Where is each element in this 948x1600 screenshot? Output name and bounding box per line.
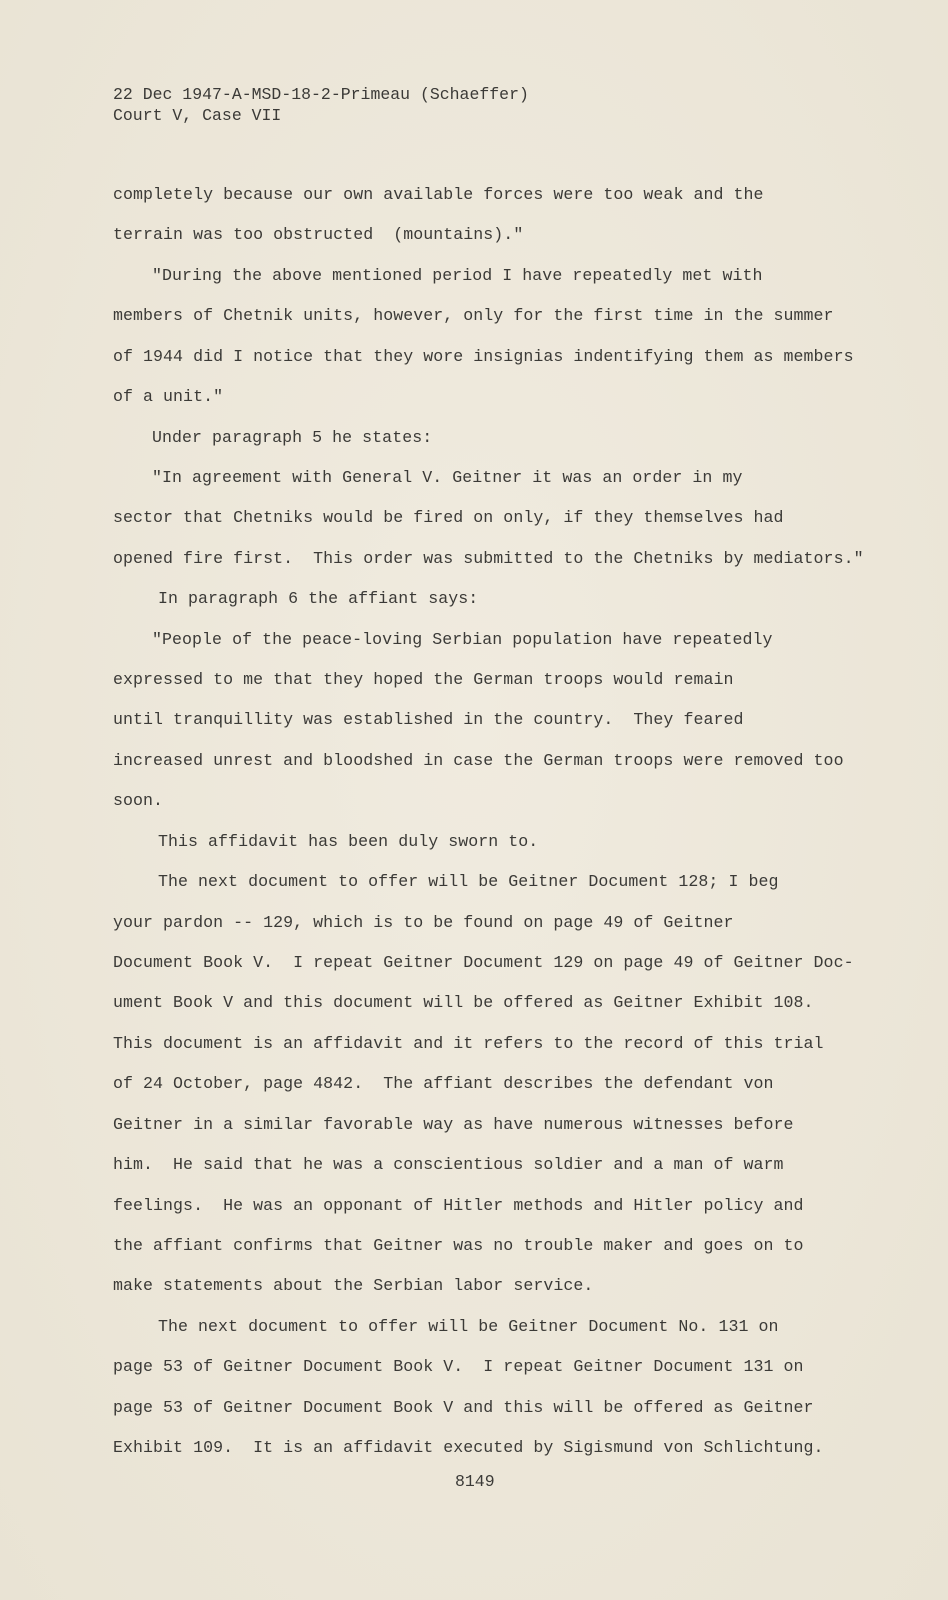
text-line: him. He said that he was a conscientious soldier and a man of warm xyxy=(113,1155,784,1175)
text-line: feelings. He was an opponant of Hitler methods and Hitler policy and xyxy=(113,1195,804,1215)
text-line: completely because our own available forces were too weak and the xyxy=(113,185,764,204)
text-line: The next document to offer will be Geitner Document 128; I beg xyxy=(158,872,779,892)
text-line: Geitner in a similar favorable way as have numerous witnesses before xyxy=(113,1114,794,1134)
text-line: page 53 of Geitner Document Book V and this will be offered as Geitner xyxy=(113,1397,814,1417)
text-line: sector that Chetniks would be fired on only, if they themselves had xyxy=(113,508,784,528)
text-line: "People of the peace-loving Serbian population have repeatedly xyxy=(152,629,773,649)
text-line: of a unit." xyxy=(113,387,224,407)
text-line: Document Book V. I repeat Geitner Document 129 on page 49 of Geitner Doc- xyxy=(113,952,854,972)
text-line: This document is an affidavit and it refers to the record of this trial xyxy=(113,1033,824,1053)
header-line-1: 22 Dec 1947-A-MSD-18-2-Primeau (Schaeffer) xyxy=(113,85,529,104)
text-line: of 24 October, page 4842. The affiant describes the defendant von xyxy=(113,1074,774,1094)
text-line: terrain was too obstructed (mountains)." xyxy=(113,225,524,245)
text-line: ument Book V and this document will be offered as Geitner Exhibit 108. xyxy=(113,993,814,1013)
text-line: until tranquillity was established in the country. They feared xyxy=(113,710,744,730)
header-line-2: Court V, Case VII xyxy=(113,106,282,125)
page-number: 8149 xyxy=(455,1472,495,1491)
text-line: opened fire first. This order was submitted to the Chetniks by mediators." xyxy=(113,548,864,568)
text-line: "During the above mentioned period I have repeatedly met with xyxy=(152,265,763,285)
text-line: In paragraph 6 the affiant says: xyxy=(158,589,479,609)
text-line: the affiant confirms that Geitner was no trouble maker and goes on to xyxy=(113,1235,804,1255)
text-line: The next document to offer will be Geitner Document No. 131 on xyxy=(158,1316,779,1336)
text-line: expressed to me that they hoped the German troops would remain xyxy=(113,670,734,690)
text-line: members of Chetnik units, however, only for the first time in the summer xyxy=(113,306,834,326)
text-line: Exhibit 109. It is an affidavit executed by Sigismund von Schlichtung. xyxy=(113,1438,824,1458)
text-line: of 1944 did I notice that they wore insignias indentifying them as members xyxy=(113,346,854,366)
text-line: Under paragraph 5 he states: xyxy=(152,427,433,447)
text-line: "In agreement with General V. Geitner it was an order in my xyxy=(152,467,743,487)
text-line: soon. xyxy=(113,791,164,811)
text-line: make statements about the Serbian labor service. xyxy=(113,1276,594,1296)
text-line: page 53 of Geitner Document Book V. I repeat Geitner Document 131 on xyxy=(113,1357,804,1377)
text-line: This affidavit has been duly sworn to. xyxy=(158,831,539,851)
text-line: your pardon -- 129, which is to be found on page 49 of Geitner xyxy=(113,912,734,932)
text-line: increased unrest and bloodshed in case the German troops were removed too xyxy=(113,750,844,770)
